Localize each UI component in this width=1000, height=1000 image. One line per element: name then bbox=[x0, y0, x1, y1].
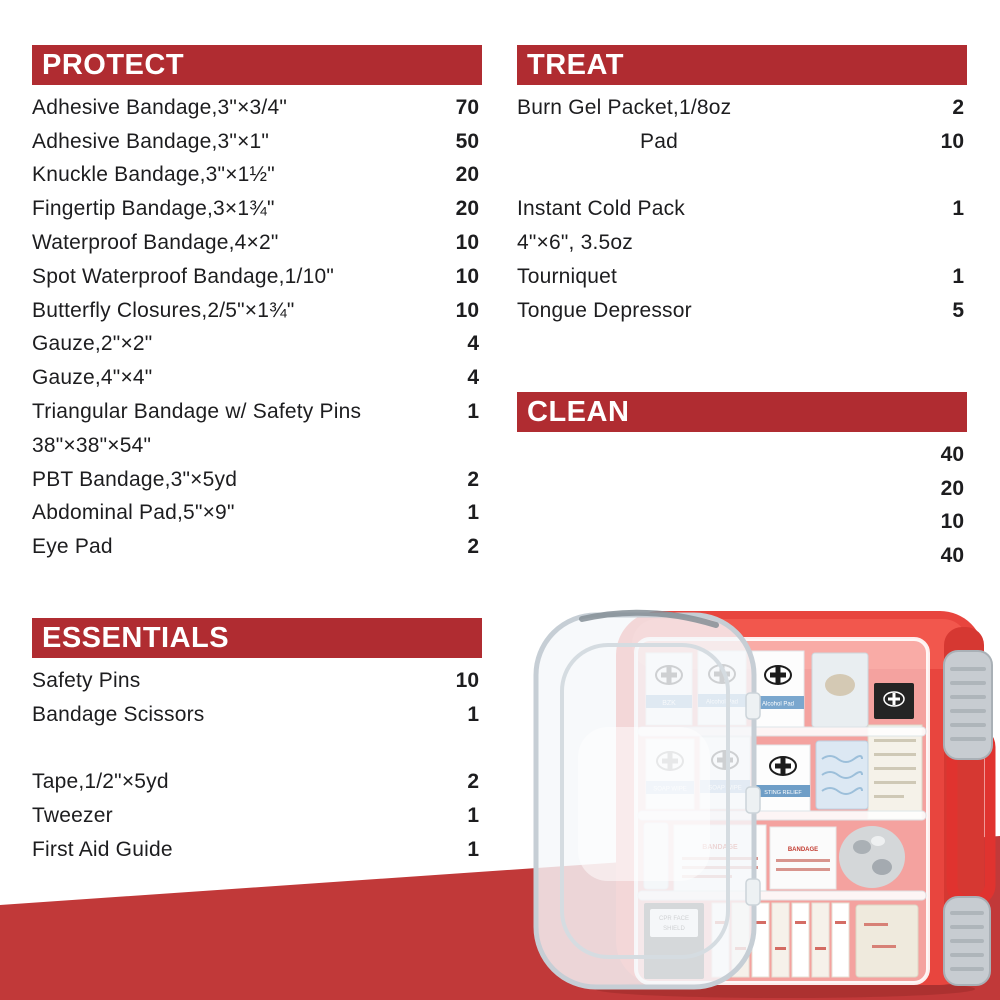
list-item bbox=[517, 294, 967, 328]
packet-label-alcohol-pad: Alcohol Pad bbox=[761, 701, 795, 708]
item-qty: 1 bbox=[467, 702, 479, 726]
list-item bbox=[32, 833, 482, 867]
item-name: Tweezer bbox=[32, 804, 113, 828]
item-name: Burn Gel Packet,1/8oz bbox=[517, 95, 732, 119]
item-name: First Aid Guide bbox=[32, 837, 173, 861]
item-name: Waterproof Bandage,4×2" bbox=[32, 231, 279, 255]
list-item bbox=[32, 497, 482, 531]
item-qty: 20 bbox=[455, 163, 479, 187]
first-aid-kit-photo bbox=[520, 598, 1000, 1000]
section-title: PROTECT bbox=[42, 48, 185, 81]
foil-packets bbox=[839, 826, 905, 888]
item-qty: 1 bbox=[952, 197, 964, 221]
packet-label-sting-relief: STING RELIEF bbox=[764, 790, 802, 796]
item-qty: 20 bbox=[940, 476, 964, 500]
item-name: 38"×38"×54" bbox=[32, 433, 152, 457]
item-name: PBT Bandage,3"×5yd bbox=[32, 467, 238, 491]
section-essentials bbox=[32, 618, 482, 867]
item-qty: 10 bbox=[455, 264, 479, 288]
list-item bbox=[32, 125, 482, 159]
list-item bbox=[517, 438, 967, 472]
list-item bbox=[32, 328, 482, 362]
list-item bbox=[32, 294, 482, 328]
gauze-pouch bbox=[816, 741, 868, 809]
list-item bbox=[517, 539, 967, 573]
kit-lid bbox=[536, 613, 760, 987]
list-item bbox=[32, 799, 482, 833]
section-header-protect bbox=[32, 45, 482, 85]
item-name: Butterfly Closures,2/5"×1¾" bbox=[32, 298, 295, 322]
item-name: 4"×6", 3.5oz bbox=[517, 231, 633, 255]
item-name: Bandage Scissors bbox=[32, 702, 205, 726]
item-name: Pad bbox=[640, 129, 678, 153]
item-list bbox=[517, 438, 967, 573]
list-item bbox=[517, 159, 967, 193]
item-list bbox=[32, 91, 482, 564]
item-qty: 4 bbox=[467, 366, 479, 390]
packet-label-bandage: BANDAGE bbox=[787, 847, 819, 853]
item-name: Tongue Depressor bbox=[517, 298, 692, 322]
section-header-clean bbox=[517, 392, 967, 432]
section-header-essentials bbox=[32, 618, 482, 658]
item-qty: 1 bbox=[467, 837, 479, 861]
kit-latch-top bbox=[944, 651, 992, 759]
list-item bbox=[32, 192, 482, 226]
item-qty: 10 bbox=[940, 510, 964, 534]
list-item bbox=[517, 260, 967, 294]
bandage-pile bbox=[856, 905, 918, 977]
list-item bbox=[517, 91, 967, 125]
section-header-treat bbox=[517, 45, 967, 85]
item-name: Safety Pins bbox=[32, 668, 141, 692]
kit-latch-bottom bbox=[944, 897, 990, 985]
item-qty: 70 bbox=[455, 95, 479, 119]
item-name: Gauze,2"×2" bbox=[32, 332, 153, 356]
item-name: Instant Cold Pack bbox=[517, 197, 685, 221]
item-name: Tape,1/2"×5yd bbox=[32, 770, 169, 794]
section-title: CLEAN bbox=[527, 395, 630, 428]
list-item bbox=[32, 361, 482, 395]
list-item bbox=[32, 732, 482, 766]
list-item bbox=[32, 159, 482, 193]
section-protect bbox=[32, 45, 482, 564]
item-qty: 40 bbox=[940, 442, 964, 466]
list-item bbox=[32, 429, 482, 463]
item-qty: 1 bbox=[467, 804, 479, 828]
list-item bbox=[32, 463, 482, 497]
section-title: ESSENTIALS bbox=[42, 621, 230, 654]
item-list bbox=[517, 91, 967, 328]
item-name: Gauze,4"×4" bbox=[32, 366, 153, 390]
item-qty: 1 bbox=[467, 501, 479, 525]
item-name: Fingertip Bandage,3×1¾" bbox=[32, 197, 275, 221]
section-clean bbox=[517, 392, 967, 573]
item-name: Spot Waterproof Bandage,1/10" bbox=[32, 264, 335, 288]
item-qty: 20 bbox=[455, 197, 479, 221]
list-item bbox=[517, 125, 967, 159]
list-item bbox=[517, 226, 967, 260]
item-qty: 4 bbox=[467, 332, 479, 356]
item-qty: 50 bbox=[455, 129, 479, 153]
item-qty: 2 bbox=[467, 535, 479, 559]
item-qty: 1 bbox=[467, 400, 479, 424]
list-item bbox=[32, 664, 482, 698]
item-name: Abdominal Pad,5"×9" bbox=[32, 501, 235, 525]
item-qty: 2 bbox=[467, 770, 479, 794]
list-item bbox=[32, 765, 482, 799]
list-item bbox=[32, 91, 482, 125]
item-list bbox=[32, 664, 482, 867]
list-item bbox=[517, 472, 967, 506]
item-qty: 40 bbox=[940, 544, 964, 568]
item-qty: 10 bbox=[455, 298, 479, 322]
list-item bbox=[517, 192, 967, 226]
item-qty: 10 bbox=[940, 129, 964, 153]
list-item bbox=[32, 260, 482, 294]
item-qty: 2 bbox=[952, 95, 964, 119]
item-qty: 10 bbox=[455, 668, 479, 692]
item-qty: 10 bbox=[455, 231, 479, 255]
item-name: Eye Pad bbox=[32, 535, 113, 559]
item-qty: 5 bbox=[952, 298, 964, 322]
section-title: TREAT bbox=[527, 48, 625, 81]
item-name: Knuckle Bandage,3"×1½" bbox=[32, 163, 275, 187]
list-item bbox=[32, 226, 482, 260]
list-item bbox=[32, 395, 482, 429]
item-qty: 2 bbox=[467, 467, 479, 491]
item-qty: 1 bbox=[952, 264, 964, 288]
section-treat bbox=[517, 45, 967, 328]
item-name: Triangular Bandage w/ Safety Pins bbox=[32, 400, 362, 424]
item-name: Adhesive Bandage,3"×3/4" bbox=[32, 95, 287, 119]
list-item bbox=[517, 506, 967, 540]
list-item bbox=[32, 698, 482, 732]
item-name: Tourniquet bbox=[517, 264, 618, 288]
item-name: Adhesive Bandage,3"×1" bbox=[32, 129, 270, 153]
list-item bbox=[32, 530, 482, 564]
